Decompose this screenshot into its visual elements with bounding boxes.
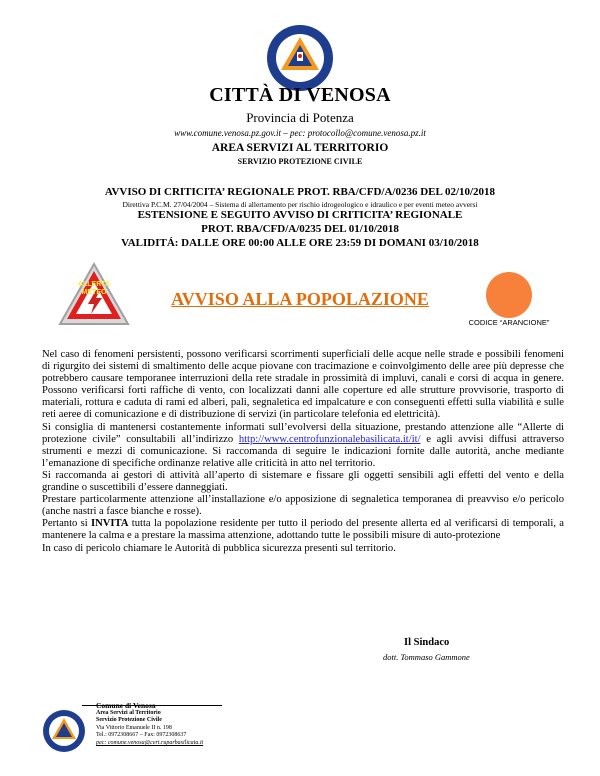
footer-pec[interactable]: pec: comune.venosa@cert.ruparbasilicata.it (96, 739, 204, 746)
allerta-meteo-icon (58, 262, 130, 328)
footer-area: Area Servizi al Territorio (96, 709, 161, 716)
footer-service: Servizio Protezione Civile (96, 717, 162, 724)
advice-text-a: Si consiglia di mantenersi costantemente informati sull’evolversi della situazione, prestando attenzione alle “Allerte di protezione civile” consultabili all’indirizzo (42, 421, 564, 445)
paragraph-risks: Nel caso di fenomeni persistenti, possono verificarsi scorrimenti superficiali delle acque nelle strade e possibili fenomeni di rigurgito dei sistemi di smaltimento delle acque piovane con tracimazione e coinvolgimento delle aree più depresse che potrebbero causare temporanee interruzioni della rete stradale in prossimità di impluvi, canali e corsi di acqua in genere. Possono verificarsi forti raffiche di vento, con localizzati danni alle coperture ed alle strutture provvisorie, trasporto di materiali, rottura e caduta di rami ed alberi, pali, segnaletica ed impalcature e con conseguenti effetti sulla viabilità e sulle reti aeree di comunicazione e di distribuzione di servizi (in particolare telefonia ed elettricità). (42, 349, 564, 421)
paragraph-invite (42, 518, 564, 542)
footer-address (96, 702, 203, 748)
signature-title: Il Sindaco (404, 637, 450, 648)
footer-comune: Comune di Venosa (96, 701, 156, 710)
advice-text-b: e agli avvisi diffusi attraverso strumenti e mezzi di comunicazione. Si raccomanda di seguire le indicazioni fornite dalle autorità, anche mediante l’emanazione di specifiche ordinanze relative alle criticità in atto nel territorio. (42, 433, 564, 469)
cfd-link[interactable]: http://www.centrofunzionalebasilicata.it/it/ (238, 433, 421, 445)
invite-text-a: Pertanto si (42, 518, 91, 530)
page-title: CITTÀ DI VENOSA (209, 84, 391, 106)
area-label: AREA SERVIZI AL TERRITORIO (211, 142, 389, 154)
headline: AVVISO ALLA POPOLAZIONE (171, 289, 429, 309)
paragraph-danger: In caso di pericolo chiamare le Autorità di pubblica sicurezza presenti sul territorio. (42, 542, 396, 554)
province-label: Provincia di Potenza (246, 110, 354, 125)
allerta-line1: ALLERTA (77, 281, 111, 288)
footer-street: Via Vittorio Emanuele II n. 198 (96, 724, 172, 731)
paragraph-outdoor: Si raccomanda ai gestori di attività all’aperto di sistemare e fissare gli oggetti sensibili agli effetti del vento e della grandine o suscettibili d’essere danneggiati. (42, 469, 564, 494)
contacts-line: www.comune.venosa.pz.gov.it – pec: protocollo@comune.venosa.pz.it (174, 128, 426, 138)
invite-keyword: INVITA (91, 518, 129, 530)
notice-title: AVVISO DI CRITICITA’ REGIONALE PROT. RBA/CFD/A/0236 DEL 02/10/2018 (104, 186, 496, 198)
notice-validity: VALIDITÁ: DALLE ORE 00:00 ALLE ORE 23:59 DI DOMANI 03/10/2018 (121, 237, 479, 249)
notice-body (42, 349, 564, 555)
notice-directive: Direttiva P.C.M. 27/04/2004 – Sistema di allertamento per rischio idrogeologico e idraulico e per eventi meteo avversi (122, 200, 478, 209)
code-orange-circle (486, 272, 532, 318)
notice-protocol: PROT. RBA/CFD/A/0235 DEL 01/10/2018 (201, 223, 399, 235)
service-label: SERVIZIO PROTEZIONE CIVILE (237, 157, 363, 166)
code-label: CODICE “ARANCIONE” (468, 318, 550, 327)
paragraph-advice (42, 422, 564, 470)
footer-phone: Tel.: 0972308667 – Fax: 0972308637 (96, 732, 187, 739)
footer-logo (40, 708, 88, 754)
invite-text-b: tutta la popolazione residente per tutto il periodo del presente allerta ed al verificarsi di temporali, a mantenere la calma e a prestare la massima attenzione, adottando tutte le possibili misure di auto-protezione (42, 518, 564, 542)
paragraph-signage: Prestare particolarmente attenzione all’installazione e/o apposizione di segnaletica temporanea di preavviso e/o pericolo (anche nastri a fasce bianche e rosse). (42, 494, 564, 518)
signature-name: dott. Tommaso Gammone (383, 652, 470, 662)
notice-extension: ESTENSIONE E SEGUITO AVVISO DI CRITICITA’ REGIONALE (137, 209, 463, 221)
allerta-line2: METEO (81, 289, 107, 296)
